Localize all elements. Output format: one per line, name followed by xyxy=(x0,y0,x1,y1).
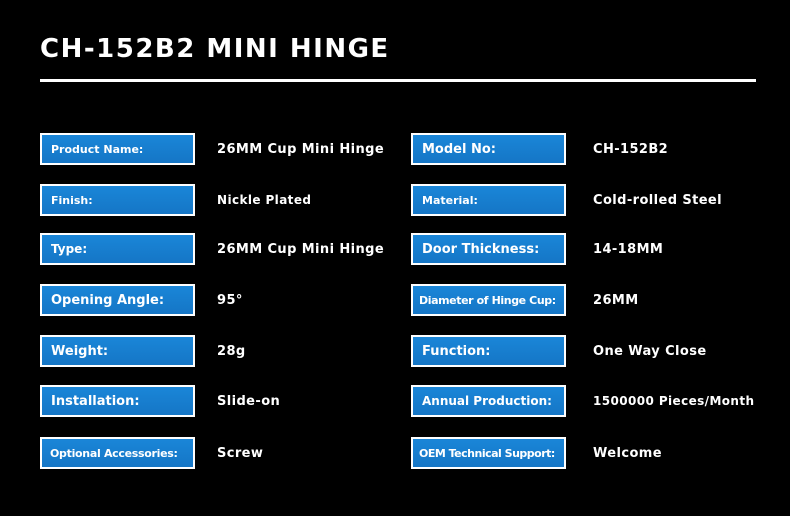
door-thickness-value: 14-18MM xyxy=(593,241,664,257)
weight-value: 28g xyxy=(217,343,246,359)
opening-angle-value: 95° xyxy=(217,292,243,308)
type-value: 26MM Cup Mini Hinge xyxy=(217,241,385,257)
page-title: CH-152B2 MINI HINGE xyxy=(40,34,390,64)
optional-accessories-value: Screw xyxy=(217,445,264,461)
finish-label: Finish: xyxy=(40,184,195,216)
installation-value: Slide-on xyxy=(217,393,281,409)
type-label: Type: xyxy=(40,233,195,265)
optional-accessories-label: Optional Accessories: xyxy=(40,437,195,469)
spec-row-opening-angle xyxy=(0,284,790,316)
hinge-cup-diameter-value: 26MM xyxy=(593,292,639,308)
installation-label: Installation: xyxy=(40,385,195,417)
product-name-value: 26MM Cup Mini Hinge xyxy=(217,141,385,157)
material-value: Cold-rolled Steel xyxy=(593,192,722,208)
spec-row-product-name xyxy=(0,133,790,165)
oem-support-value: Welcome xyxy=(593,445,662,461)
spec-row-accessories xyxy=(0,437,790,469)
product-name-label: Product Name: xyxy=(40,133,195,165)
annual-production-value: 1500000 Pieces/Month xyxy=(593,394,755,408)
weight-label: Weight: xyxy=(40,335,195,367)
hinge-cup-diameter-label: Diameter of Hinge Cup: xyxy=(411,284,566,316)
annual-production-label: Annual Production: xyxy=(411,385,566,417)
door-thickness-label: Door Thickness: xyxy=(411,233,566,265)
oem-support-label: OEM Technical Support: xyxy=(411,437,566,469)
function-value: One Way Close xyxy=(593,343,707,359)
spec-row-installation xyxy=(0,385,790,417)
opening-angle-label: Opening Angle: xyxy=(40,284,195,316)
title-underline xyxy=(40,79,756,82)
function-label: Function: xyxy=(411,335,566,367)
finish-value: Nickle Plated xyxy=(217,193,312,207)
spec-row-weight xyxy=(0,335,790,367)
spec-row-type xyxy=(0,233,790,265)
model-no-value: CH-152B2 xyxy=(593,141,669,157)
spec-row-finish xyxy=(0,184,790,216)
material-label: Material: xyxy=(411,184,566,216)
model-no-label: Model No: xyxy=(411,133,566,165)
